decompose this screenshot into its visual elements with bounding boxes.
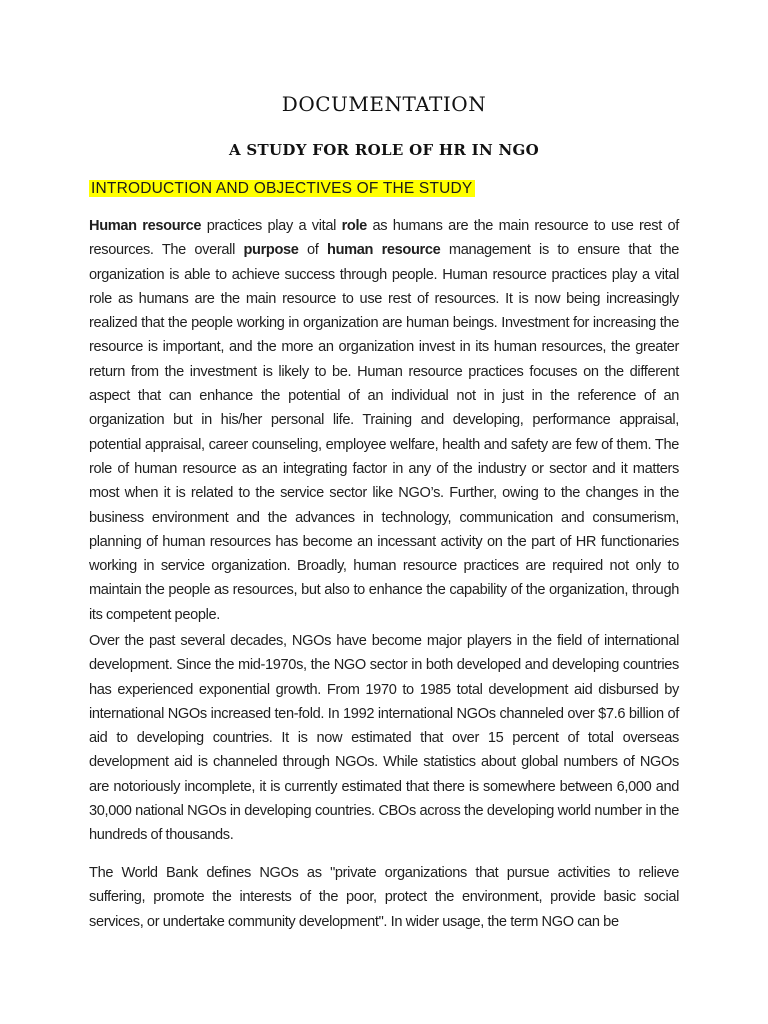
section-heading-highlight: INTRODUCTION AND OBJECTIVES OF THE STUDY [89, 180, 475, 197]
paragraph-world-bank-definition: The World Bank defines NGOs as "private organizations that pursue activities to relieve suffering, promote the interests of the poor, protect the environment, provide basic social services, or undertake community development". In wider usage, the term NGO can be [89, 865, 679, 930]
paragraph-text: as humans are the main resource to use rest of resources. The overall [89, 218, 679, 259]
paragraph-text: practices play a vital [201, 218, 342, 234]
bold-term-human-resource: Human resource [89, 218, 202, 234]
bold-term-human-resource-2: human resource [327, 242, 441, 259]
section-heading [89, 178, 475, 200]
bold-term-role: role [341, 218, 367, 234]
paragraph-introduction [89, 214, 679, 627]
document-subtitle: A STUDY FOR ROLE OF HR IN NGO [228, 141, 540, 159]
paragraph-text: management is to ensure that the organization is able to achieve success through people. Human resource practices play a vital role as humans are the main resource to use rest of resources. It is now being increasingly realized that the people working in organization are human beings. Investment for increasing the resource is important, and the more an organization invest in its human resources, the greater return from the investment is likely to be. Human resource practices focuses on the different aspect that can enhance the potential of an individual not in just in the reference of an organization but in his/her personal life. Training and developing, performance appraisal, potential appraisal, career counseling, employee welfare, health and safety are few of them. The role of human resource as an integrating factor in any of the industry or sector and it matters most when it is related to the service sector like NGO’s. Further, owing to the changes in the business environment and the advances in technology, communication and consumerism, planning of human resources has become an incessant activity on the part of HR functionaries working in service organization. Broadly, human resource practices are required not only to maintain the people as resources, but also to enhance the capability of the organization, through its competent people. [89, 242, 679, 623]
paragraph-ngo-growth: Over the past several decades, NGOs have become major players in the field of international development. Since the mid-1970s, the NGO sector in both developed and developing countries has experienced exponential growth. From 1970 to 1985 total development aid disbursed by international NGOs increased ten-fold. In 1992 international NGOs channeled over $7.6 billion of aid to developing countries. It is now estimated that over 15 percent of total overseas development aid is channeled through NGOs. While statistics about global numbers of NGOs are notoriously incomplete, it is currently estimated that there is somewhere between 6,000 and 30,000 national NGOs in developing countries. CBOs across the developing world number in the hundreds of thousands. [89, 633, 679, 844]
paragraph-text: of [298, 242, 327, 259]
bold-term-purpose: purpose [243, 242, 299, 259]
document-title: DOCUMENTATION [281, 92, 487, 116]
